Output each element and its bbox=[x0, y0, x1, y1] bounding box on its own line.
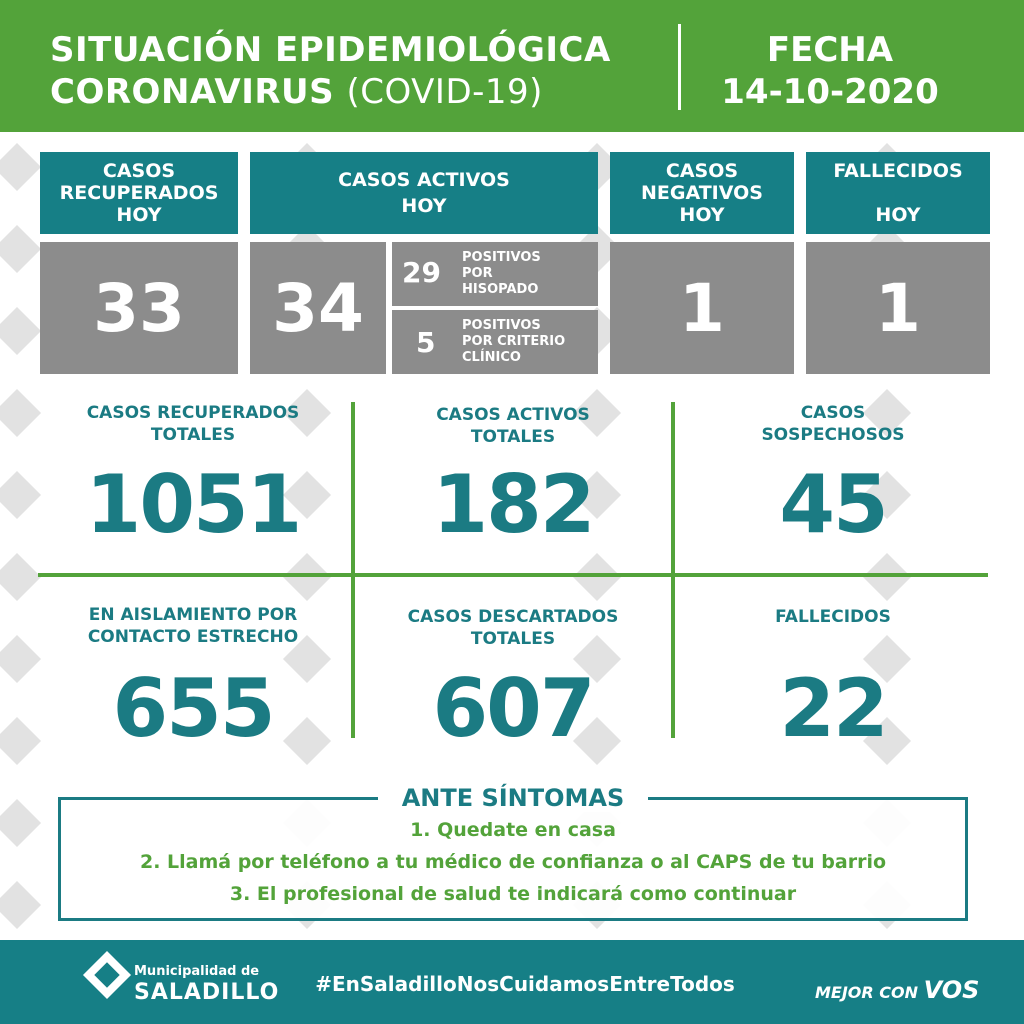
recovered-today-value: 33 bbox=[40, 242, 238, 374]
footer-banner bbox=[0, 940, 1024, 1024]
deaths-total-label: FALLECIDOS bbox=[775, 607, 891, 627]
active-clinical-label-2: POR CRITERIO bbox=[462, 334, 566, 349]
title-line-2 bbox=[50, 72, 543, 112]
suspected-label-1: CASOS bbox=[800, 403, 866, 423]
recovered-today-label-1: CASOS bbox=[102, 160, 176, 182]
active-total-label-1: CASOS ACTIVOS bbox=[436, 405, 590, 425]
title-line-1: SITUACIÓN EPIDEMIOLÓGICA bbox=[50, 30, 611, 70]
watermark-logo-icon bbox=[0, 799, 41, 847]
active-swab-label bbox=[462, 250, 541, 298]
recovered-total-label-1: CASOS RECUPERADOS bbox=[86, 403, 300, 423]
active-today-label-2: HOY bbox=[401, 195, 447, 217]
symptoms-title: ANTE SÍNTOMAS bbox=[378, 784, 648, 812]
negative-today-header bbox=[610, 152, 794, 234]
active-today-value: 34 bbox=[250, 242, 386, 374]
title-coronavirus: CORONAVIRUS bbox=[50, 72, 335, 112]
active-total-value: 182 bbox=[432, 458, 594, 551]
active-clinical-label bbox=[462, 318, 565, 366]
watermark-logo-icon bbox=[573, 553, 621, 601]
deaths-today-label-2: HOY bbox=[875, 204, 921, 226]
active-swab-label-2: POR bbox=[462, 266, 493, 281]
watermark-logo-icon bbox=[0, 225, 41, 273]
active-clinical-count: 5 bbox=[416, 326, 436, 359]
header-banner bbox=[0, 0, 1024, 132]
deaths-today-value: 1 bbox=[806, 242, 990, 374]
municipality-name-line-1: Municipalidad de bbox=[134, 964, 260, 979]
campaign-hashtag: #EnSaladilloNosCuidamosEntreTodos bbox=[315, 972, 735, 996]
watermark-logo-icon bbox=[0, 143, 41, 191]
slogan-text: MEJOR CON bbox=[815, 983, 919, 1002]
watermark-logo-icon bbox=[0, 635, 41, 683]
isolation-label bbox=[40, 604, 346, 648]
watermark-logo-icon bbox=[0, 389, 41, 437]
grid-vertical-line-1 bbox=[351, 402, 355, 738]
watermark-logo-icon bbox=[0, 471, 41, 519]
recovered-today-label-3: HOY bbox=[116, 204, 162, 226]
recovered-total-label bbox=[40, 402, 346, 446]
isolation-value: 655 bbox=[112, 662, 274, 755]
recovered-today-label-2: RECUPERADOS bbox=[59, 182, 219, 204]
negative-today-label-3: HOY bbox=[679, 204, 725, 226]
header-divider bbox=[678, 24, 681, 110]
symptoms-step-1: 1. Quedate en casa bbox=[410, 819, 616, 841]
recovered-today-header bbox=[40, 152, 238, 234]
discarded-value: 607 bbox=[432, 662, 594, 755]
watermark-logo-icon bbox=[0, 881, 41, 929]
date-value: 14-10-2020 bbox=[721, 72, 939, 112]
active-today-header bbox=[250, 152, 598, 234]
municipality-name-line-2: SALADILLO bbox=[134, 980, 280, 1005]
symptoms-step-2: 2. Llamá por teléfono a tu médico de confianza o al CAPS de tu barrio bbox=[139, 851, 887, 873]
watermark-logo-icon bbox=[0, 553, 41, 601]
active-clinical-label-1: POSITIVOS bbox=[462, 318, 541, 333]
slogan bbox=[815, 976, 979, 1004]
symptoms-step-3: 3. El profesional de salud te indicará como continuar bbox=[229, 883, 797, 905]
suspected-label-2: SOSPECHOSOS bbox=[761, 425, 905, 445]
recovered-total-value: 1051 bbox=[85, 458, 301, 551]
active-clinical-label-3: CLÍNICO bbox=[462, 350, 521, 365]
active-today-label-1: CASOS ACTIVOS bbox=[338, 169, 510, 191]
suspected-label bbox=[680, 402, 986, 446]
isolation-label-2: CONTACTO ESTRECHO bbox=[87, 627, 299, 647]
date-label: FECHA bbox=[766, 30, 894, 70]
discarded-label bbox=[360, 606, 666, 650]
isolation-label-1: EN AISLAMIENTO POR bbox=[88, 605, 298, 625]
recovered-total-label-2: TOTALES bbox=[150, 425, 236, 445]
discarded-label-1: CASOS DESCARTADOS bbox=[407, 607, 619, 627]
watermark-logo-icon bbox=[863, 553, 911, 601]
watermark-logo-icon bbox=[0, 717, 41, 765]
active-swab-count: 29 bbox=[402, 256, 441, 289]
active-swab-row bbox=[392, 242, 598, 306]
suspected-value: 45 bbox=[779, 458, 887, 551]
negative-today-label-1: CASOS bbox=[665, 160, 739, 182]
slogan-vos: VOS bbox=[923, 976, 980, 1004]
active-total-label-2: TOTALES bbox=[470, 427, 556, 447]
title-covid: (COVID-19) bbox=[346, 72, 543, 112]
active-total-label bbox=[360, 404, 666, 448]
watermark-logo-icon bbox=[0, 307, 41, 355]
negative-today-value: 1 bbox=[610, 242, 794, 374]
deaths-total-value: 22 bbox=[779, 662, 887, 755]
grid-horizontal-line bbox=[38, 573, 988, 577]
watermark-logo-icon bbox=[283, 553, 331, 601]
active-swab-label-3: HISOPADO bbox=[462, 282, 539, 297]
negative-today-label-2: NEGATIVOS bbox=[641, 182, 763, 204]
deaths-today-header bbox=[806, 152, 990, 234]
active-clinical-row bbox=[392, 310, 598, 374]
discarded-label-2: TOTALES bbox=[470, 629, 556, 649]
deaths-today-label-1: FALLECIDOS bbox=[833, 160, 963, 182]
grid-vertical-line-2 bbox=[671, 402, 675, 738]
active-swab-label-1: POSITIVOS bbox=[462, 250, 541, 265]
